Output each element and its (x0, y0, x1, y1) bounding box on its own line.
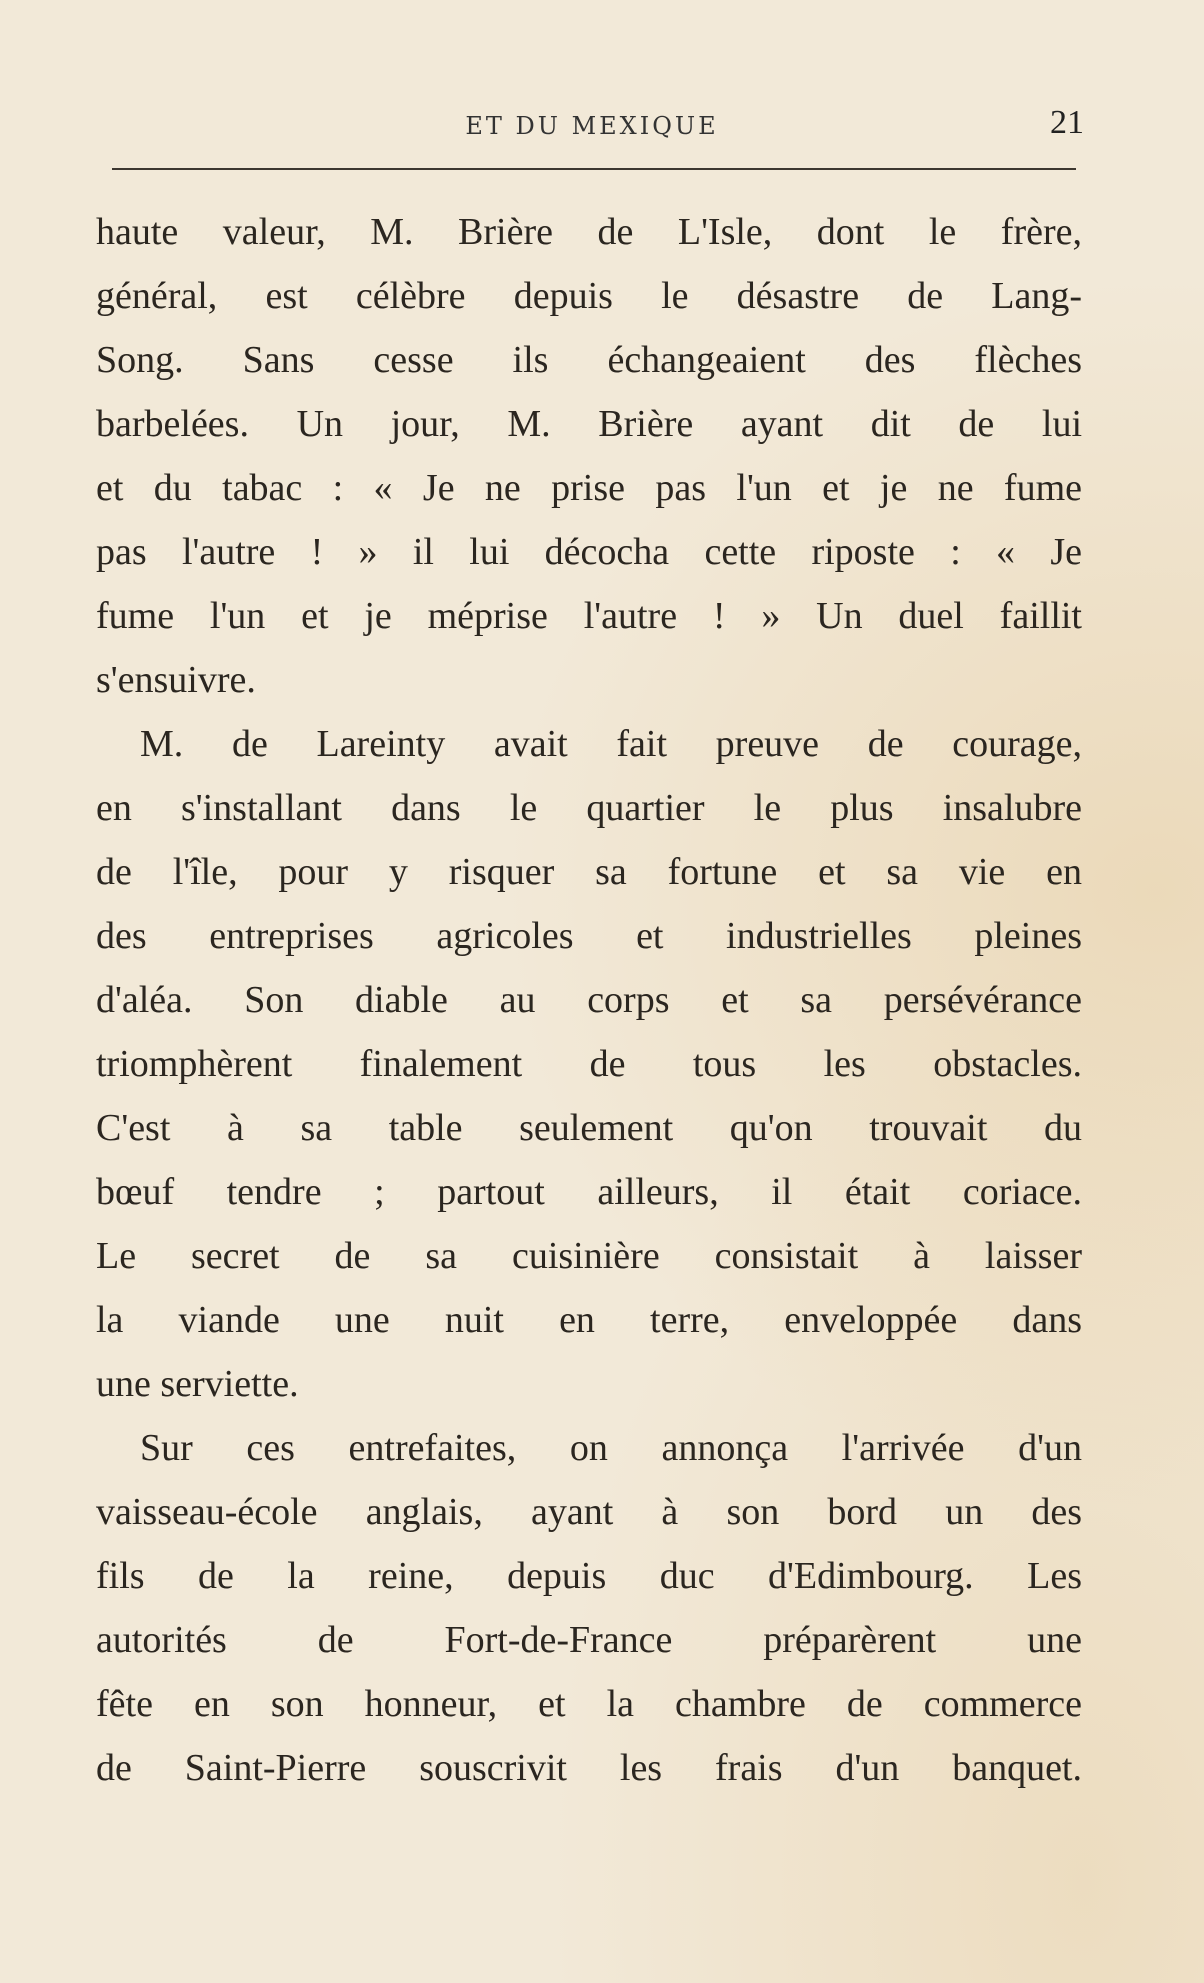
page-header (100, 104, 1084, 164)
text-line: et du tabac : « Je ne prise pas l'un et je ne fume (96, 467, 1082, 509)
page-number: 21 (1050, 104, 1084, 141)
paragraph (96, 200, 1082, 712)
text-line: la viande une nuit en terre, enveloppée dans (96, 1299, 1082, 1341)
text-line: fils de la reine, depuis duc d'Edimbourg. Les (96, 1555, 1082, 1597)
text-line: des entreprises agricoles et industrielles pleines (96, 915, 1082, 957)
text-line: Le secret de sa cuisinière consistait à laisser (96, 1235, 1082, 1277)
text-line: Sur ces entrefaites, on annonça l'arrivée d'un (140, 1427, 1082, 1469)
running-head: ET DU MEXIQUE (465, 112, 719, 140)
body-text (96, 200, 1082, 1800)
text-line: de l'île, pour y risquer sa fortune et sa vie en (96, 851, 1082, 893)
text-line: Song. Sans cesse ils échangeaient des flèches (96, 339, 1082, 381)
text-line: haute valeur, M. Brière de L'Isle, dont le frère, (96, 211, 1082, 253)
text-line: C'est à sa table seulement qu'on trouvait du (96, 1107, 1082, 1149)
text-line: M. de Lareinty avait fait preuve de courage, (140, 723, 1082, 765)
text-line: d'aléa. Son diable au corps et sa persévérance (96, 979, 1082, 1021)
header-rule (112, 168, 1076, 170)
text-line: vaisseau-école anglais, ayant à son bord un des (96, 1491, 1082, 1533)
text-line: bœuf tendre ; partout ailleurs, il était coriace. (96, 1171, 1082, 1213)
text-line: en s'installant dans le quartier le plus insalubre (96, 787, 1082, 829)
text-line: s'ensuivre. (96, 659, 256, 701)
text-line: barbelées. Un jour, M. Brière ayant dit de lui (96, 403, 1082, 445)
paragraph (96, 712, 1082, 1416)
text-line: fête en son honneur, et la chambre de commerce (96, 1683, 1082, 1725)
text-line: de Saint-Pierre souscrivit les frais d'un banquet. (96, 1747, 1082, 1789)
text-line: général, est célèbre depuis le désastre de Lang- (96, 275, 1082, 317)
paragraph (96, 1416, 1082, 1800)
text-line: une serviette. (96, 1363, 299, 1405)
text-line: autorités de Fort-de-France préparèrent une (96, 1619, 1082, 1661)
text-line: pas l'autre ! » il lui décocha cette riposte : « Je (96, 531, 1082, 573)
text-line: triomphèrent finalement de tous les obstacles. (96, 1043, 1082, 1085)
text-line: fume l'un et je méprise l'autre ! » Un duel faillit (96, 595, 1082, 637)
